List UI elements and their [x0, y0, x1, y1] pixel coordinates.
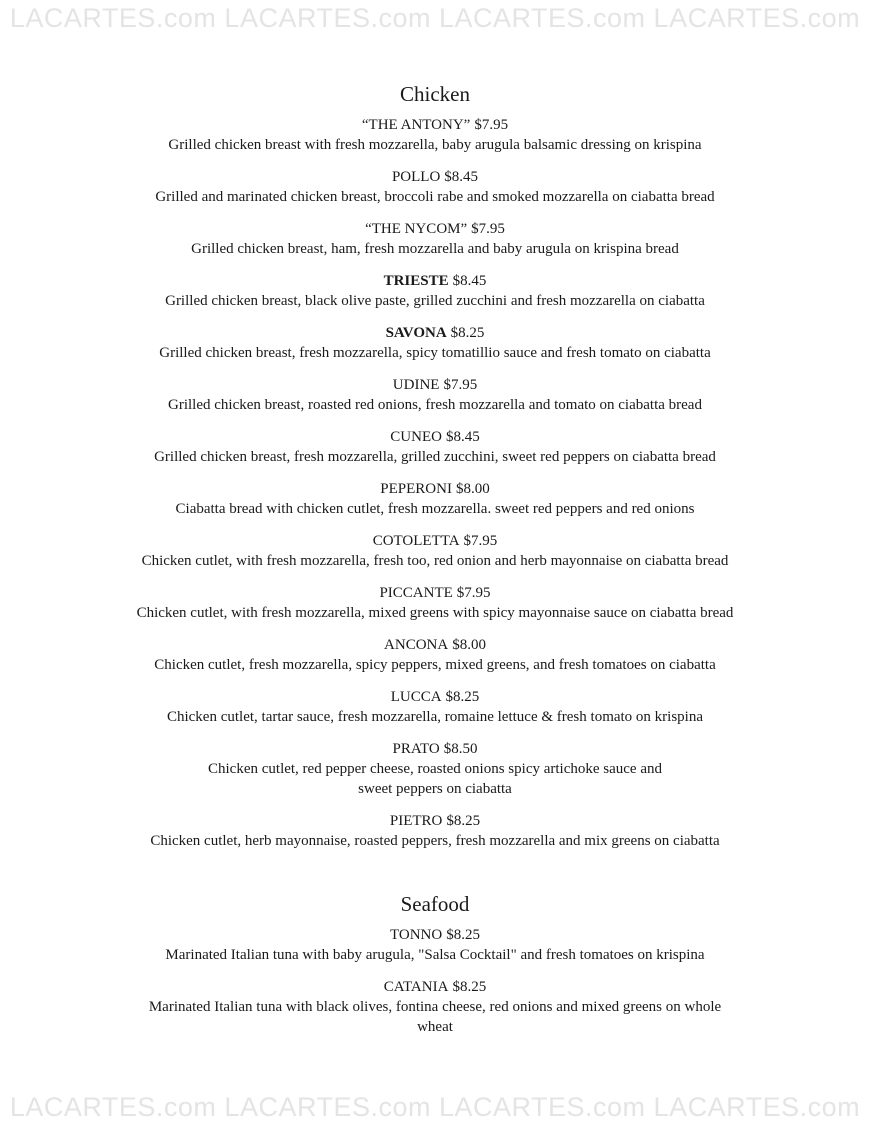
menu-item — [0, 323, 870, 363]
menu-page — [0, 79, 870, 1049]
menu-item — [0, 531, 870, 571]
menu-item — [0, 271, 870, 311]
item-price: $8.00 — [452, 637, 486, 653]
item-price: $8.00 — [455, 481, 490, 497]
menu-item — [0, 811, 870, 851]
item-name: PRATO — [392, 741, 440, 757]
item-description: Marinated Italian tuna with baby arugula, "Salsa Cocktail" and fresh tomatoes on krispina — [165, 947, 705, 963]
section-spacer — [0, 863, 870, 889]
item-price: $7.95 — [443, 377, 478, 393]
item-description: Marinated Italian tuna with black olives, fontina cheese, red onions and mixed greens on whole wheat — [148, 999, 722, 1035]
item-description: Grilled chicken breast with fresh mozzarella, baby arugula balsamic dressing on krispina — [168, 137, 702, 153]
menu-item — [0, 479, 870, 519]
item-name: COTOLETTA — [372, 533, 460, 549]
item-price: $7.95 — [463, 533, 498, 549]
menu-item — [0, 687, 870, 727]
item-price: $8.25 — [445, 689, 480, 705]
item-description: Grilled chicken breast, fresh mozzarella, spicy tomatillio sauce and fresh tomato on ciabatta — [159, 345, 711, 361]
item-name: PIETRO — [389, 813, 443, 829]
item-name: PICCANTE — [379, 585, 453, 601]
item-price: $7.95 — [474, 117, 509, 133]
item-description: Grilled chicken breast, black olive paste, grilled zucchini and fresh mozzarella on ciabatta — [165, 293, 705, 309]
item-price: $8.25 — [446, 813, 481, 829]
watermark-bottom: LACARTES.com LACARTES.com LACARTES.com LACARTES.com — [9, 1092, 861, 1122]
item-name: PEPERONI — [380, 481, 452, 497]
menu-item — [0, 977, 870, 1037]
item-name: CUNEO — [390, 429, 442, 445]
item-description: Grilled chicken breast, ham, fresh mozzarella and baby arugula on krispina bread — [191, 241, 679, 257]
item-price: $8.25 — [450, 325, 485, 341]
menu-item — [0, 739, 870, 799]
item-name: UDINE — [392, 377, 440, 393]
item-price: $7.95 — [471, 221, 505, 237]
item-description: Grilled and marinated chicken breast, broccoli rabe and smoked mozzarella on ciabatta bread — [155, 189, 715, 205]
item-price: $8.45 — [444, 169, 479, 185]
section-seafood — [0, 889, 870, 1037]
menu-item — [0, 219, 870, 259]
menu-item — [0, 375, 870, 415]
item-name: “THE ANTONY” — [361, 117, 471, 133]
item-description: Chicken cutlet, with fresh mozzarella, mixed greens with spicy mayonnaise sauce on ciabatta bread — [136, 605, 734, 621]
menu-item — [0, 167, 870, 207]
item-description: Chicken cutlet, fresh mozzarella, spicy peppers, mixed greens, and fresh tomatoes on ciabatta — [154, 657, 716, 673]
section-title: Chicken — [400, 82, 470, 106]
item-description: Chicken cutlet, herb mayonnaise, roasted peppers, fresh mozzarella and mix greens on ciabatta — [150, 833, 720, 849]
item-description: Chicken cutlet, with fresh mozzarella, fresh too, red onion and herb mayonnaise on ciabatta bread — [141, 553, 729, 569]
section-chicken — [0, 79, 870, 851]
menu-item — [0, 115, 870, 155]
item-price: $8.25 — [446, 927, 480, 943]
watermark-top: LACARTES.com LACARTES.com LACARTES.com LACARTES.com — [9, 3, 861, 33]
section-title: Seafood — [400, 892, 470, 916]
menu-item — [0, 925, 870, 965]
item-price: $8.45 — [445, 429, 480, 445]
item-description: Chicken cutlet, red pepper cheese, roasted onions spicy artichoke sauce and sweet peppers on ciabatta — [208, 761, 662, 797]
item-name: LUCCA — [390, 689, 442, 705]
item-name: CATANIA — [383, 979, 449, 995]
item-description: Chicken cutlet, tartar sauce, fresh mozzarella, romaine lettuce & fresh tomato on krispina — [166, 709, 704, 725]
item-price: $8.25 — [452, 979, 487, 995]
menu-item — [0, 427, 870, 467]
item-name: TRIESTE — [383, 273, 449, 289]
item-price: $8.50 — [443, 741, 478, 757]
item-price: $8.45 — [452, 273, 487, 289]
item-description: Ciabatta bread with chicken cutlet, fresh mozzarella. sweet red peppers and red onions — [175, 501, 695, 517]
menu-item — [0, 583, 870, 623]
item-name: POLLO — [391, 169, 441, 185]
item-description: Grilled chicken breast, roasted red onions, fresh mozzarella and tomato on ciabatta bread — [168, 397, 702, 413]
item-name: ANCONA — [384, 637, 449, 653]
item-price: $7.95 — [456, 585, 491, 601]
item-name: TONNO — [390, 927, 443, 943]
item-description: Grilled chicken breast, fresh mozzarella, grilled zucchini, sweet red peppers on ciabatta bread — [154, 449, 716, 465]
item-name: SAVONA — [385, 325, 447, 341]
item-name: “THE NYCOM” — [365, 221, 468, 237]
menu-item — [0, 635, 870, 675]
